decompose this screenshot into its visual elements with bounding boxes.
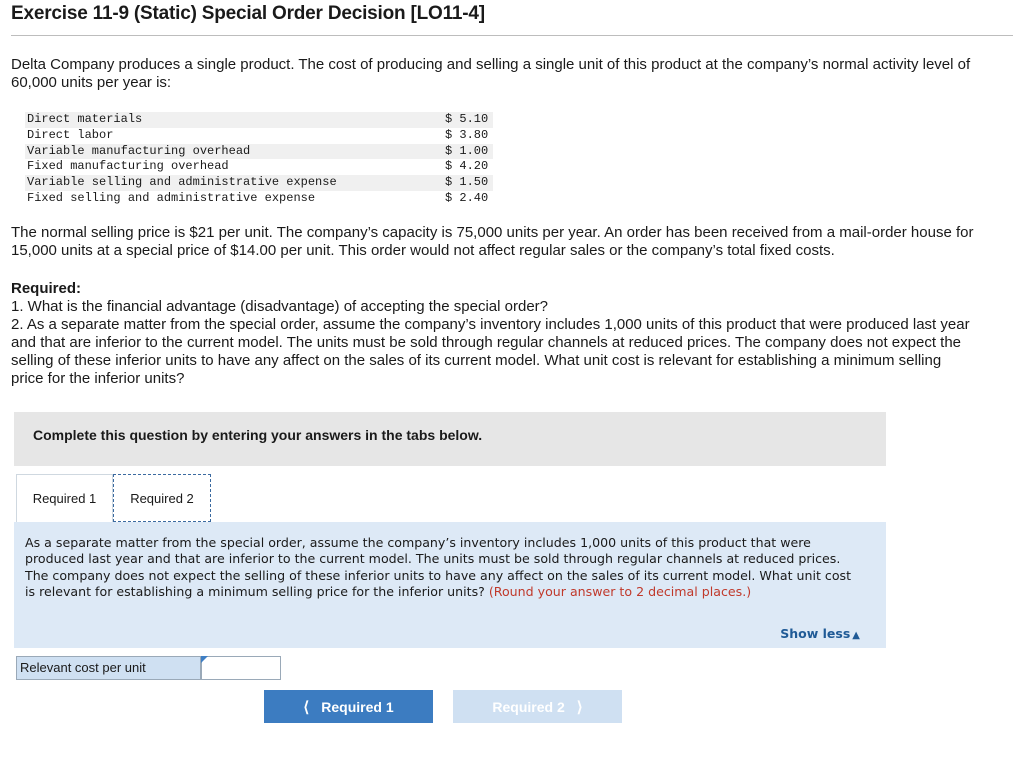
cost-label: Direct materials <box>25 112 443 128</box>
tab-required-1[interactable]: Required 1 <box>16 474 113 522</box>
table-row <box>25 175 493 191</box>
chevron-right-icon: ⟩ <box>576 698 583 716</box>
cost-label: Direct labor <box>25 128 443 144</box>
list-item: 1. What is the financial advantage (disadvantage) of accepting the special order? <box>11 298 548 315</box>
table-row <box>25 159 493 175</box>
cost-label: Fixed selling and administrative expense <box>25 191 443 207</box>
page-title: Exercise 11-9 (Static) Special Order Decision [LO11-4] <box>11 3 485 24</box>
cost-value: $ 4.20 <box>443 159 493 175</box>
intro-paragraph: Delta Company produces a single product. The cost of producing and selling a single unit of this product at the company’s normal activity level of 60,000 units per year is: <box>11 56 971 91</box>
tab-panel-required-2 <box>14 522 886 648</box>
required-heading: Required: <box>11 280 82 297</box>
cost-value: $ 1.00 <box>443 144 493 160</box>
rounding-note: (Round your answer to 2 decimal places.) <box>488 584 752 600</box>
next-label: Required 2 <box>492 698 565 715</box>
relevant-cost-label: Relevant cost per unit <box>16 656 201 680</box>
prev-label: Required 1 <box>321 698 394 715</box>
title-divider <box>11 35 1013 36</box>
chevron-left-icon: ⟨ <box>303 698 310 716</box>
table-row <box>25 112 493 128</box>
list-item: 2. As a separate matter from the special order, assume the company’s inventory includes 1,000 units of this product that were produced last year and that are inferior to the current model. The units must be sold through regular channels at reduced prices. The company does not expect the selling of these inferior units to have any affect on the sales of its current model. What unit cost is relevant for establishing a minimum selling price for the inferior units? <box>11 316 970 387</box>
cost-value: $ 2.40 <box>443 191 493 207</box>
input-marker-icon <box>201 656 208 663</box>
cost-label: Fixed manufacturing overhead <box>25 159 443 175</box>
table-row <box>25 191 493 207</box>
cost-table <box>25 112 493 207</box>
cost-label: Variable selling and administrative expense <box>25 175 443 191</box>
cost-label: Variable manufacturing overhead <box>25 144 443 160</box>
pricing-paragraph: The normal selling price is $21 per unit. The company’s capacity is 75,000 units per year. An order has been received from a mail-order house for 15,000 units at a special price of $14.00 per unit. This order would not affect regular sales or the company’s total fixed costs. <box>11 224 974 259</box>
cost-value: $ 1.50 <box>443 175 493 191</box>
question-text <box>25 535 865 601</box>
required-list <box>11 298 971 388</box>
relevant-cost-input[interactable] <box>201 656 281 680</box>
triangle-up-icon: ▲ <box>852 630 860 641</box>
prev-required-button[interactable] <box>264 690 433 723</box>
table-row <box>25 128 493 144</box>
question-body: As a separate matter from the special order, assume the company’s inventory includes 1,000 units of this product that were produced last year and that are inferior to the current model. The units must be sold through regular channels at reduced prices. The company does not expect the selling of these inferior units to have any affect on the sales of its current model. What unit cost is relevant for establishing a minimum selling price for the inferior units? <box>25 535 852 600</box>
tab-required-2[interactable]: Required 2 <box>113 474 211 522</box>
show-less-link[interactable] <box>780 626 860 641</box>
cost-value: $ 3.80 <box>443 128 493 144</box>
show-less-label: Show less <box>780 626 851 641</box>
instructions-text: Complete this question by entering your answers in the tabs below. <box>33 427 483 443</box>
next-required-button[interactable] <box>453 690 622 723</box>
table-row <box>25 144 493 160</box>
cost-value: $ 5.10 <box>443 112 493 128</box>
instructions-banner <box>14 412 886 466</box>
